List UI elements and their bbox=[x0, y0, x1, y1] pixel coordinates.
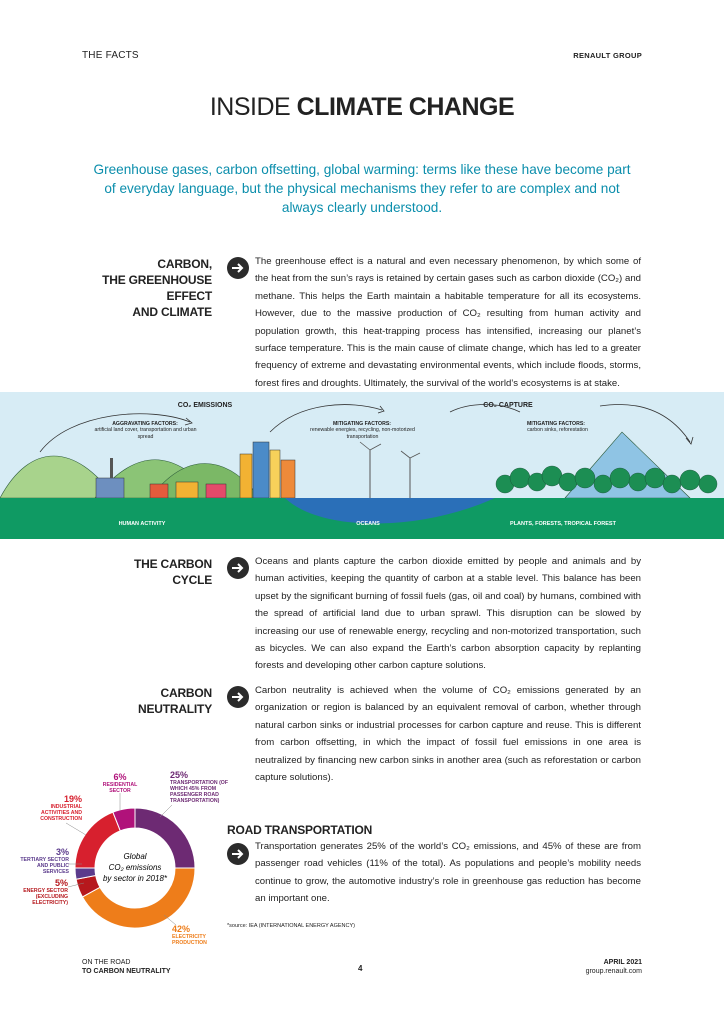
intro-text: Greenhouse gases, carbon offsetting, global warming: terms like these have become part of everyday language, but the physical mechanisms they refer to are complex and not always clearly understood. bbox=[93, 162, 631, 215]
carbon-cycle-illustration bbox=[0, 392, 724, 539]
slice-label-electricity bbox=[172, 924, 222, 946]
source-note: *source: IEA (INTERNATIONAL ENERGY AGENCY) bbox=[227, 923, 355, 929]
chart-title-line: CO₂ emissions bbox=[108, 863, 162, 872]
title-thin: INSIDE bbox=[209, 93, 297, 121]
zone-oceans-label: OCEANS bbox=[356, 521, 380, 527]
heading-line: EFFECT bbox=[166, 289, 212, 303]
section-heading bbox=[52, 556, 212, 588]
road-heading: ROAD TRANSPORTATION bbox=[227, 823, 373, 837]
footer-site: group.renault.com bbox=[585, 968, 642, 975]
slice-pct: 25% bbox=[170, 770, 189, 780]
zone-human-label: HUMAN ACTIVITY bbox=[118, 521, 166, 527]
title-bold: CLIMATE CHANGE bbox=[296, 93, 515, 121]
slice-pct: 3% bbox=[55, 847, 69, 857]
emissions-title: CO₂ EMISSIONS bbox=[177, 402, 233, 409]
section-heading bbox=[52, 685, 212, 717]
heading-line: AND CLIMATE bbox=[132, 305, 212, 319]
heading-line: CARBON, bbox=[157, 257, 212, 271]
chart-title-line: by sector in 2018* bbox=[102, 874, 168, 883]
page-number: 4 bbox=[358, 964, 363, 973]
footer-info bbox=[586, 958, 642, 976]
mitigating2-label: MITIGATING FACTORS: bbox=[526, 421, 586, 427]
section-body bbox=[227, 253, 641, 392]
brand-label: RENAULT GROUP bbox=[573, 51, 642, 60]
slice-pct: 42% bbox=[172, 924, 191, 934]
slice-name: ELECTRICITY PRODUCTION bbox=[172, 934, 207, 946]
slice-name: RESIDENTIAL SECTOR bbox=[102, 782, 138, 794]
body-text: Carbon neutrality is achieved when the volume of CO₂ emissions generated by an organization or region is balanced by an equivalent removal of carbon, whether through natural carbon sinks or industrial processes for carbon capture and reuse. This is different from carbon offsetting, in which the impact of fossil fuel emissions in one area is neutralized by financing new carbon sinks in another area (such as reforestation or carbon capture solutions). bbox=[255, 685, 641, 784]
slice-pct: 6% bbox=[113, 772, 127, 782]
page-title bbox=[0, 93, 724, 122]
section-heading bbox=[52, 256, 212, 320]
footer-date: APRIL 2021 bbox=[603, 959, 642, 966]
footer-publication bbox=[82, 958, 171, 976]
footer-line: ON THE ROAD bbox=[82, 959, 131, 966]
slice-name: TERTIARY SECTOR AND PUBLIC SERVICES bbox=[20, 857, 69, 875]
zone-plants-label: PLANTS, FORESTS, TROPICAL FOREST bbox=[510, 521, 616, 527]
slice-name: TRANSPORTATION (OF WHICH 45% FROM PASSENGER ROAD TRANSPORTATION) bbox=[170, 780, 229, 804]
section-label: THE FACTS bbox=[82, 50, 139, 61]
aggravating-label: AGGRAVATING FACTORS: bbox=[112, 421, 178, 427]
slice-label-residential bbox=[96, 772, 144, 794]
mitigating1-label: MITIGATING FACTORS: bbox=[332, 421, 392, 427]
slice-pct: 19% bbox=[63, 794, 82, 804]
heading-line: CYCLE bbox=[172, 573, 212, 587]
aggravating-desc: artificial land cover, transportation and urban spread bbox=[94, 427, 197, 440]
heading-line: NEUTRALITY bbox=[138, 702, 212, 716]
heading-line: THE CARBON bbox=[134, 557, 212, 571]
body-text: Oceans and plants capture the carbon dioxide emitted by people and animals and by human activities, keeping the quantity of carbon at a stable level. This balance has been upset by the significant burning of fossil fuels (gas, oil and coal) by humans, combined with the spread of artificial land due to urban sprawl. This disruption can be slowed by increasing our use of renewable energy, recycling and non-motorized transportation, such as bicycles. We can also expand the Earth’s carbon absorption capacity by replanting forests and developing other carbon capture solutions. bbox=[255, 556, 641, 672]
mitigating1-desc: renewable energies, recycling, non-motorized transportation bbox=[310, 427, 415, 440]
heading-line: CARBON bbox=[160, 686, 212, 700]
heading-line: THE GREENHOUSE bbox=[102, 273, 212, 287]
body-text: The greenhouse effect is a natural and even necessary phenomenon, by which some of the heat from the sun’s rays is retained by certain gases such as carbon dioxide (CO₂) and methane. This helps the Earth maintain a habitable temperature for all its ecosystems. However, due to the massive production of CO₂ resulting from human activity and population growth, this heat-trapping process has intensified, increasing our planet’s surface temperature. This is the main cause of climate change, which has led to a greater frequency of extreme and devastating environmental events, which include floods, storms, forest fires and droughts. Ultimately, the survival of the world’s ecosystems is at stake. bbox=[255, 256, 641, 389]
slice-name: ENERGY SECTOR (EXCLUDING ELECTRICITY) bbox=[23, 888, 68, 906]
body-text: Transportation generates 25% of the world’s CO₂ emissions, and 45% of these are from passenger road vehicles (11% of the total). As populations and people’s mobility needs continue to grow, the automotive industry’s role in greenhouse gas reduction has become an important one. bbox=[255, 841, 641, 905]
mitigating2-desc: carbon sinks, reforestation bbox=[527, 427, 588, 433]
slice-label-transportation bbox=[170, 770, 230, 804]
road-body bbox=[227, 838, 641, 908]
capture-title: CO₂ CAPTURE bbox=[483, 402, 533, 409]
section-body bbox=[227, 553, 641, 675]
slice-name: INDUSTRIAL ACTIVITIES AND CONSTRUCTION bbox=[40, 804, 82, 822]
footer-line: TO CARBON NEUTRALITY bbox=[82, 968, 171, 975]
slice-label-tertiary bbox=[14, 847, 69, 875]
slice-label-industrial bbox=[30, 794, 82, 822]
slice-pct: 5% bbox=[54, 878, 68, 888]
chart-title-line: Global bbox=[123, 852, 147, 861]
slice-label-energy bbox=[22, 878, 68, 906]
